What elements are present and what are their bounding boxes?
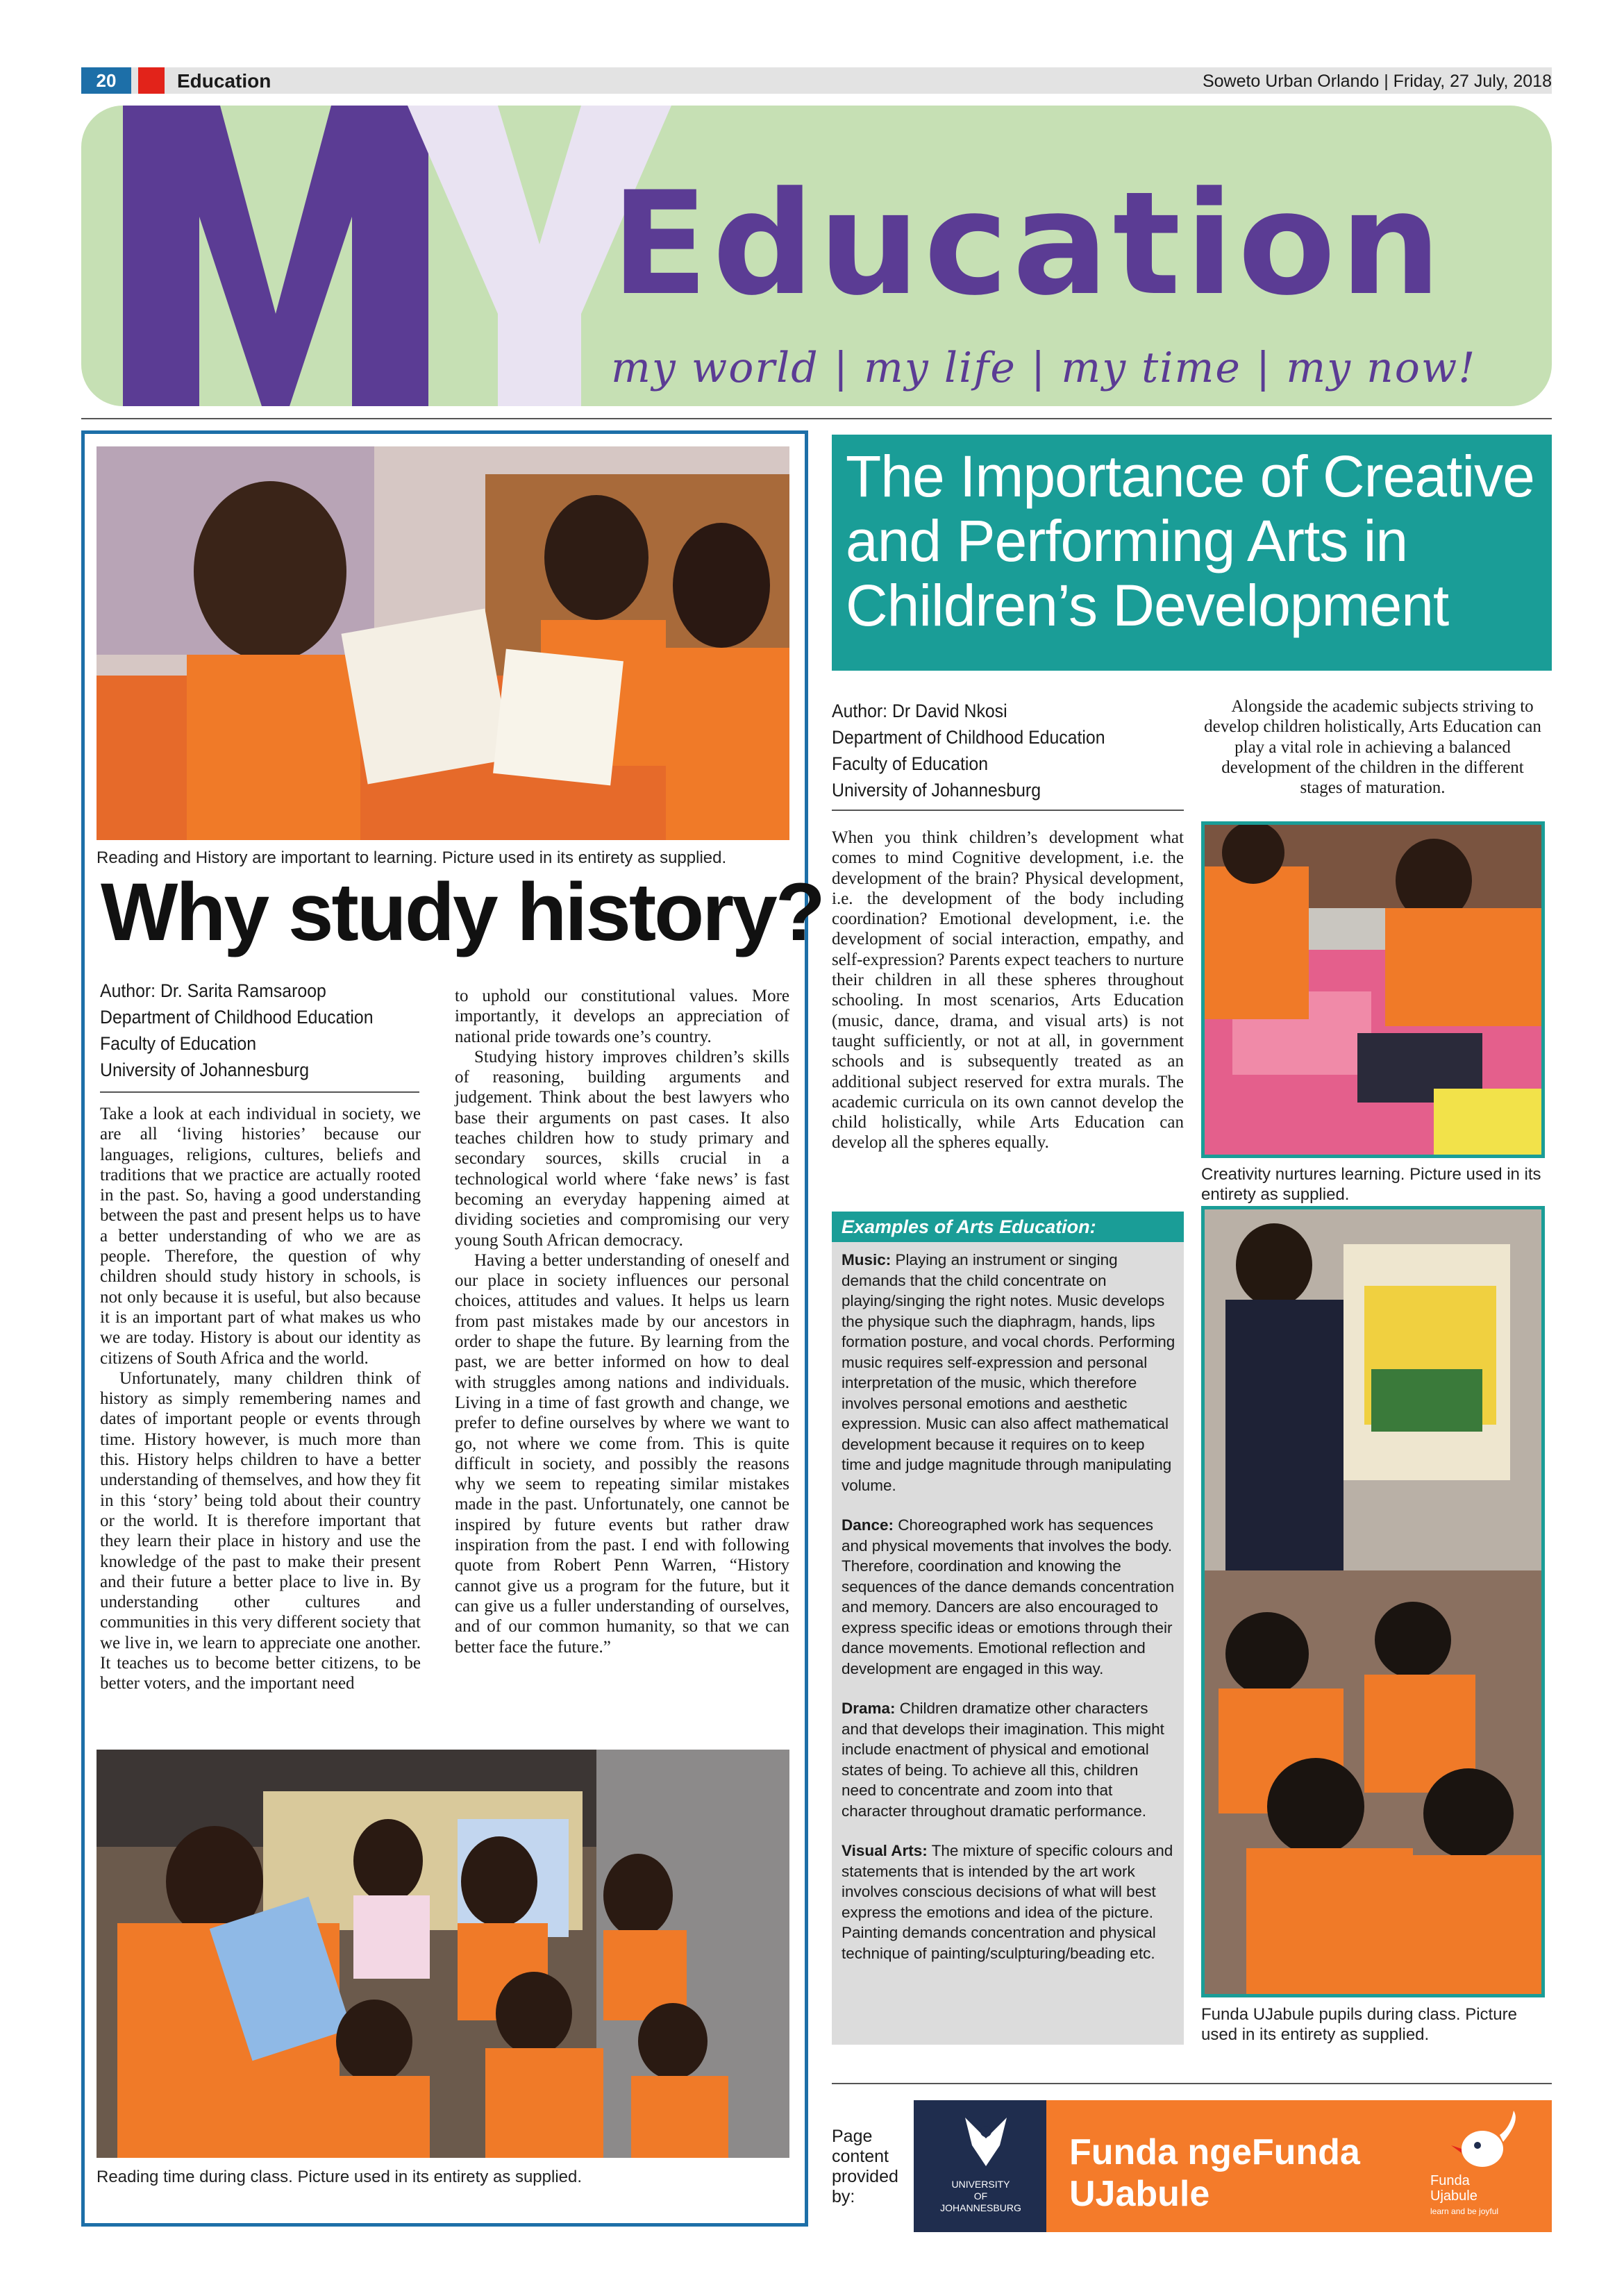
author-line: University of Johannesburg xyxy=(100,1059,310,1080)
uj-line: OF xyxy=(973,2190,988,2202)
funda-logo-text xyxy=(1430,2173,1548,2219)
masthead-title: Education xyxy=(611,162,1446,327)
author-line: Faculty of Education xyxy=(100,1033,257,1054)
photo3-caption: Creativity nurtures learning. Picture used in its entirety as supplied. xyxy=(1201,1165,1541,1204)
author-rule xyxy=(100,1091,419,1093)
funda-logo-line: Funda xyxy=(1430,2173,1470,2188)
example-text: Playing an instrument or singing demands that the child concentrate on playing/singing the right notes. Music develops the physique such the diaphragm, hands, lips formation posture, and vocal chords. Performing music requires self-expression and personal interpretation of the music, which therefore involves personal emotions and aesthetic expression. Music can also affect mathematical development because it requires on to keep time and judge magnitude through manipulating volume. xyxy=(842,1251,1175,1494)
example-visual-arts xyxy=(842,1841,1176,1963)
page-number: 20 xyxy=(81,67,131,94)
photo2-caption: Reading time during class. Picture used in its entirety as supplied. xyxy=(97,2168,583,2186)
author-line: Author: Dr David Nkosi xyxy=(832,701,1007,721)
photo-reading-time xyxy=(97,1750,789,2158)
example-label: Visual Arts: xyxy=(842,1842,928,1859)
arts-headline: The Importance of Creative and Performing Arts in Children’s Development xyxy=(846,444,1534,638)
masthead-tagline: my world | my life | my time | my now! xyxy=(611,344,1477,392)
paragraph: Alongside the academic subjects striving to develop children holistically, Arts Education can play a vital role in achieving a balanced development of the children in the different stages of maturation. xyxy=(1204,697,1541,798)
funda-bird-icon xyxy=(1444,2107,1527,2177)
funda-line: Funda ngeFunda xyxy=(1069,2132,1360,2172)
examples-title: Examples of Arts Education: xyxy=(832,1212,1184,1242)
author-line: University of Johannesburg xyxy=(832,780,1041,801)
arts-body xyxy=(832,828,1184,1153)
dateline: Soweto Urban Orlando | Friday, 27 July, 2018 xyxy=(1202,72,1552,91)
photo-creativity xyxy=(1201,821,1545,1158)
provided-by: Page content provided by: xyxy=(832,2127,898,2206)
paragraph: When you think children’s development what comes to mind Cognitive development, i.e. the development of the brain? Physical development, i.e. the development of the body including coordination? Emotional development, i.e. the development of social interaction, empathy, and self-expression? Parents expect teachers to nurture their children in all these spheres throughout schooling. In most scenarios, Arts Education (music, dance, drama, and visual arts) is not taught sufficiently, or not at all, in government schools and is subsequently treated as an additional subject reserved for extra murals. The academic curricula on its own cannot develop the child holistically, while Arts Education can develop all the spheres equally. xyxy=(832,828,1184,1153)
example-text: Children dramatize other characters and that develops their imagination. This might include enactment of physical and emotional states of being. To achieve all this, children need to concentrate and zoom into that character throughout dramatic performance. xyxy=(842,1700,1164,1820)
masthead-rule xyxy=(81,418,1552,419)
examples-list xyxy=(842,1250,1176,1983)
arts-intro-right xyxy=(1203,696,1543,798)
history-headline: Why study history? xyxy=(101,866,823,958)
example-label: Music: xyxy=(842,1251,891,1268)
paragraph: to uphold our constitutional values. More importantly, it develops an appreciation of national pride towards one’s country. xyxy=(455,987,789,1046)
example-text: Choreographed work has sequences and physical movements that involves the body. Therefore, coordination and knowing the sequences of the dance demands concentration and memory. Dancers are also encouraged to express specific ideas or emotions through their dance movements. Emotional reflection and development are engaged in this way. xyxy=(842,1516,1175,1677)
author-line: Faculty of Education xyxy=(832,753,989,774)
example-drama xyxy=(842,1698,1176,1821)
uj-line: UNIVERSITY xyxy=(951,2179,1010,2190)
example-text: The mixture of specific colours and statements that is intended by the art work involves conscious decisions of what will best express the emotions and idea of the picture. Painting demands concentration and physical technique of painting/sculpturing/beading etc. xyxy=(842,1842,1173,1962)
author-line: Department of Childhood Education xyxy=(832,727,1105,748)
paragraph: Having a better understanding of oneself and our place in society influences our personal choices, attitudes and values. It helps us learn from past mistakes made by our ancestors in order to shape the future. By learning from the past, we are better informed on how to deal with struggles among nations and individuals. Living in a time of fast growth and change, we prefer to define ourselves by where we want to go, not where we come from. This is quite difficult in society, and possibly the reasons why we seem to repeating similar mistakes made in the past. Unfortunately, one cannot be inspired by future events but rather draw inspiration from the past. I end with following quote from Robert Penn Warren, “History cannot give us a program for the future, but it can give us a fuller understanding of ourselves, and of our common humanity, so that we can better face the future.” xyxy=(455,1250,789,1657)
footer-rule xyxy=(832,2083,1552,2084)
photo-reading-children xyxy=(97,446,789,840)
author-line: Author: Dr. Sarita Ramsaroop xyxy=(100,980,326,1001)
author-line: Department of Childhood Education xyxy=(100,1007,374,1028)
arts-author-rule xyxy=(832,810,1184,811)
uj-line: JOHANNESBURG xyxy=(940,2202,1021,2213)
paragraph: Take a look at each individual in society, we are all ‘living histories’ because our languages, religions, cultures, beliefs and traditions that we practice are actually rooted in the past. So, having a good understanding between the past and present helps us to have a better understanding of who we are as people. Therefore, the question of why children should study history in schools, is not only because it is useful, but also because it is an important part of what makes us who we are today. History is about our identity as citizens of South Africa and the world. xyxy=(100,1105,421,1368)
funda-logo-line: Ujabule xyxy=(1430,2188,1477,2204)
funda-logo-slogan: learn and be joyful xyxy=(1430,2206,1499,2216)
photo1-caption: Reading and History are important to learning. Picture used in its entirety as supplied. xyxy=(97,848,727,867)
example-dance xyxy=(842,1515,1176,1679)
arts-author-block xyxy=(832,698,1151,803)
paragraph: Studying history improves children’s skills of reasoning, building arguments and judgement. Think about the best lawyers who base their arguments on past cases. It also teaches children how to study primary and secondary sources, skills crucial in a technological world where ‘fake news’ is fast becoming an everyday happening aimed at dividing societies and compromising our very young South African democracy. xyxy=(455,1047,789,1250)
photo4-caption: Funda UJabule pupils during class. Picture used in its entirety as supplied. xyxy=(1201,2005,1517,2044)
uj-logo-text xyxy=(927,2179,1035,2214)
example-label: Drama: xyxy=(842,1700,896,1717)
example-label: Dance: xyxy=(842,1516,894,1534)
section-label: Education xyxy=(177,70,271,92)
example-music xyxy=(842,1250,1176,1495)
history-column-1 xyxy=(100,1104,421,1694)
uj-crest-icon xyxy=(958,2111,1014,2173)
history-author-block xyxy=(100,978,394,1083)
history-column-2 xyxy=(455,986,789,1657)
section-marker xyxy=(138,67,165,94)
photo-funda-ujabule-class xyxy=(1201,1206,1545,1997)
funda-banner-title xyxy=(1069,2131,1360,2215)
paragraph: Unfortunately, many children think of history as simply remembering names and dates of important people or events through time. History however, is much more than this. History helps children to have a better understanding of themselves, and how they fit in this ‘story’ being told about their country or the world. It is therefore important that they learn their place in history and use the knowledge of the past to make their present and their future a better place to live in. By understanding other cultures and communities in this very different society that we live in, we learn to appreciate one another. It teaches us to become better citizens, to be better voters, and the important need xyxy=(100,1368,421,1693)
funda-line: UJabule xyxy=(1069,2174,1210,2214)
